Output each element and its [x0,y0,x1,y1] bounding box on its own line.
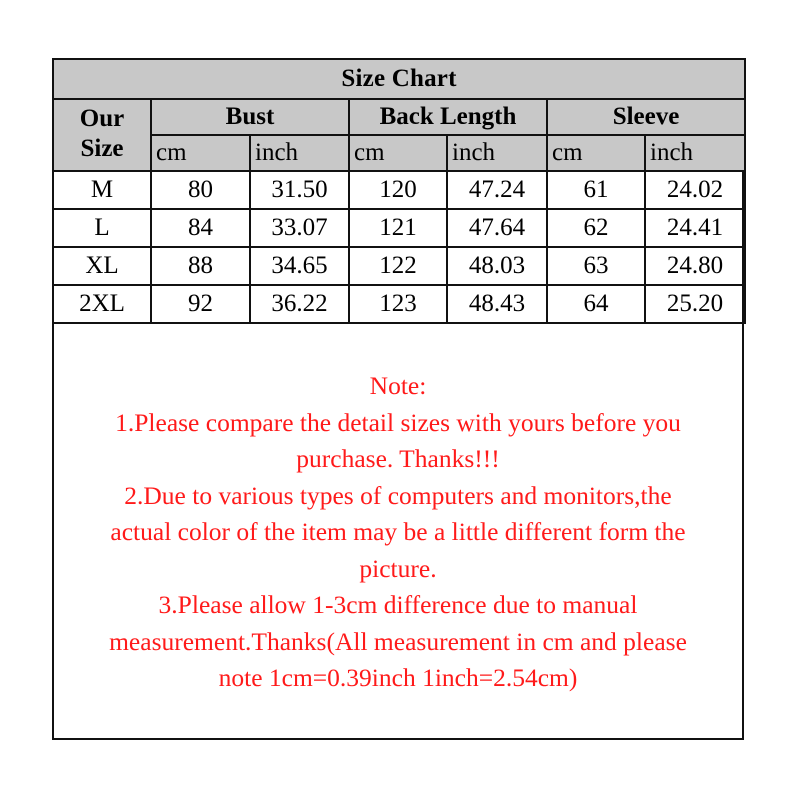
data-cell: 31.50 [250,171,349,209]
size-cell: XL [53,247,151,285]
note-line: measurement.Thanks(All measurement in cm and please [109,626,687,656]
data-cell: 48.03 [447,247,547,285]
sleeve-header: Sleeve [547,99,745,135]
data-cell: 121 [349,209,447,247]
data-cell: 61 [547,171,645,209]
data-cell: 80 [151,171,250,209]
data-cell: 36.22 [250,285,349,323]
data-cell: 47.64 [447,209,547,247]
size-cell: 2XL [53,285,151,323]
note-line: 3.Please allow 1-3cm difference due to manual [158,590,638,619]
data-cell: 47.24 [447,171,547,209]
data-cell: 62 [547,209,645,247]
note-line: picture. [359,553,437,583]
note-line: purchase. Thanks!!! [296,444,500,473]
our-size-header-line1: Our [53,99,151,135]
size-cell: L [53,209,151,247]
note-line: 1.Please compare the detail sizes with yours before you [115,407,681,437]
data-cell: 63 [547,247,645,285]
unit-header: inch [645,135,745,171]
note-line: note 1cm=0.39inch 1inch=2.54cm) [218,663,578,692]
table-title: Size Chart [53,59,745,99]
back-length-header: Back Length [349,99,547,135]
table-row [53,209,745,247]
data-cell: 92 [151,285,250,323]
unit-header: cm [151,135,250,171]
size-chart-table [52,58,746,324]
note-line: actual color of the item may be a little different form the [110,517,686,546]
data-cell: 48.43 [447,285,547,323]
table-row [53,285,745,323]
data-cell: 24.80 [645,247,745,285]
data-cell: 123 [349,285,447,323]
data-cell: 88 [151,247,250,285]
data-cell: 84 [151,209,250,247]
unit-header: cm [547,135,645,171]
unit-header: inch [250,135,349,171]
data-cell: 122 [349,247,447,285]
our-size-header-line2: Size [53,135,151,171]
notes-section [54,368,742,697]
data-cell: 64 [547,285,645,323]
note-line: 2.Due to various types of computers and monitors,the [124,480,672,510]
table-row [53,171,745,209]
data-cell: 34.65 [250,247,349,285]
table-row [53,247,745,285]
data-cell: 120 [349,171,447,209]
data-cell: 25.20 [645,285,745,323]
unit-header: inch [447,135,547,171]
data-cell: 24.02 [645,171,745,209]
data-cell: 33.07 [250,209,349,247]
data-cell: 24.41 [645,209,745,247]
unit-header: cm [349,135,447,171]
bust-header: Bust [151,99,349,135]
size-cell: M [53,171,151,209]
note-heading: Note: [369,371,427,400]
